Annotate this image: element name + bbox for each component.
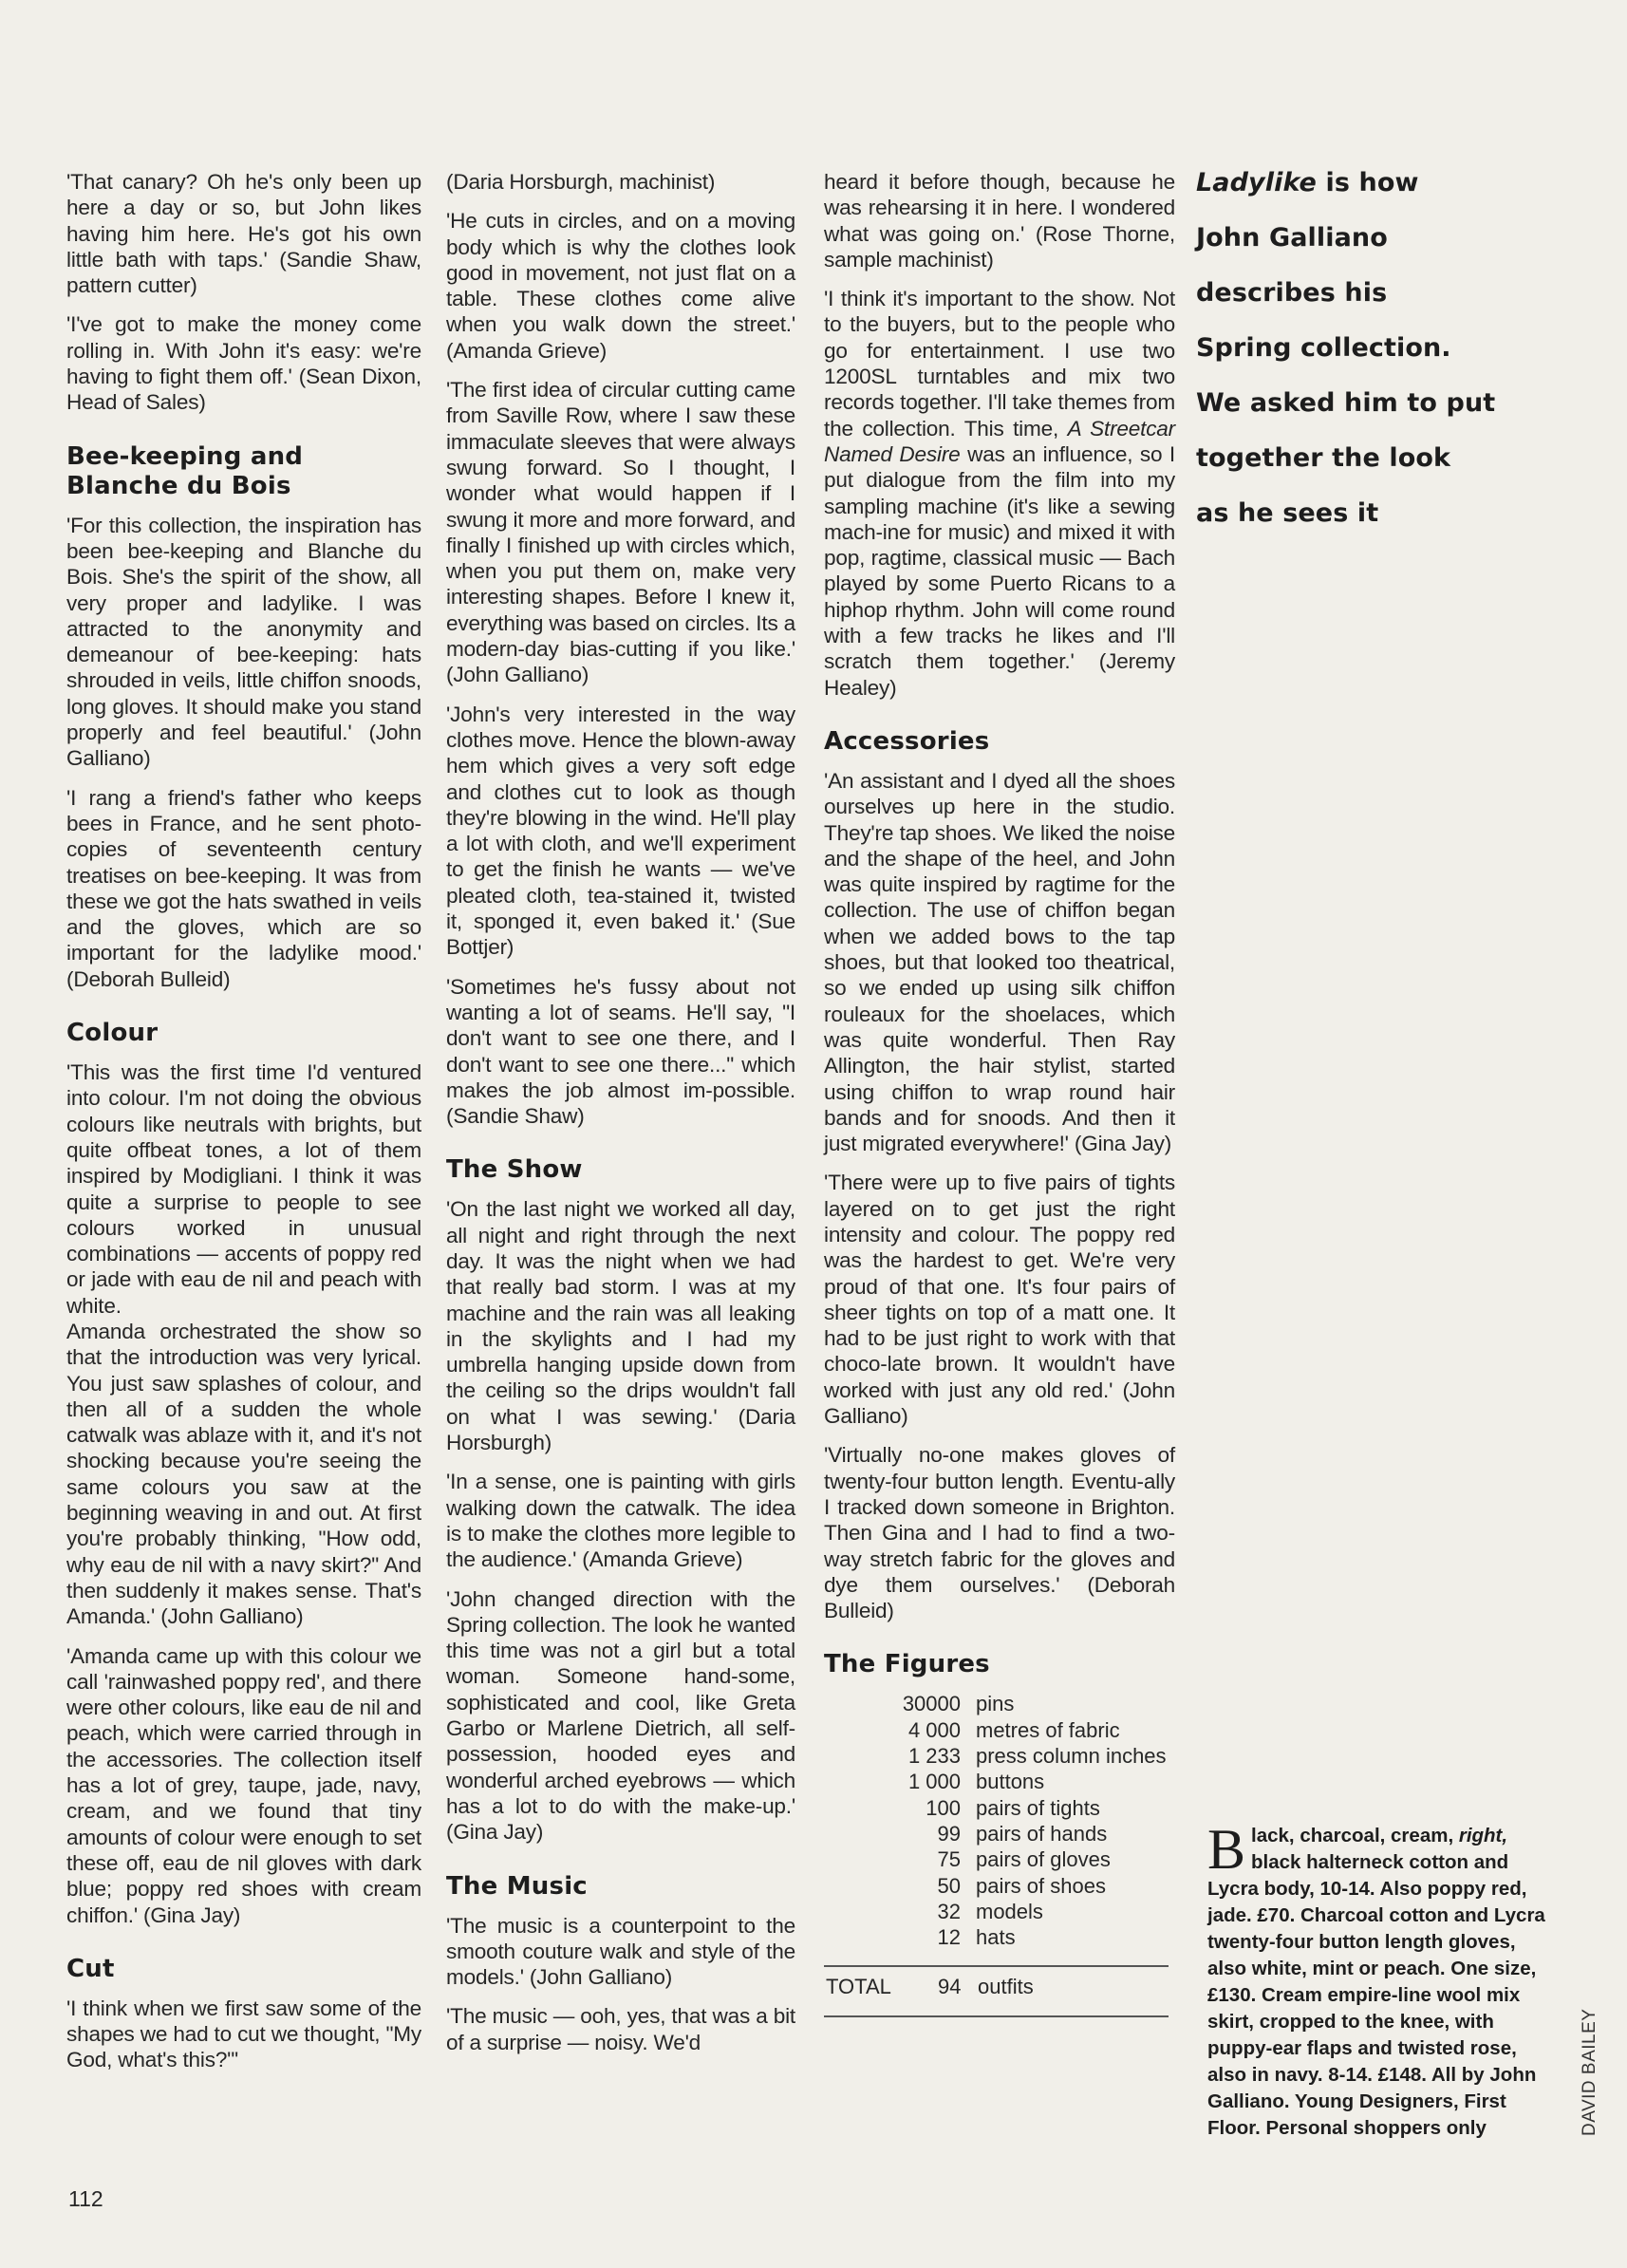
pull-quote bbox=[1196, 156, 1576, 541]
heading-colour: Colour bbox=[66, 1019, 159, 1048]
pull-emphasis: Ladylike bbox=[1196, 168, 1317, 197]
pull-line: as he sees it bbox=[1196, 498, 1379, 528]
pull-line: Spring collection. bbox=[1196, 333, 1451, 363]
figure-number: 75 bbox=[937, 1847, 961, 1872]
paragraph: 'He cuts in circles, and on a moving body which is why the clothes look good in movement, not just flat on a table. These clothes come alive when you walk down the street.' (Amanda Grieve) bbox=[446, 209, 795, 363]
paragraph: 'Sometimes he's fussy about not wanting a lot of seams. He'll say, "I don't want to see one there, and I don't want to see one there..." which makes the job almost im-possible. (Sandie Shaw) bbox=[446, 974, 795, 1129]
total-text: outfits bbox=[978, 1975, 1034, 1999]
paragraph: 'The first idea of circular cutting came from Saville Row, where I saw these immaculate sleeves that were always swung forward. So I thought, I wonder what would happen if I swung it more and more forward, and finally I finished up with circles which, when you put them on, make very interesting shapes. Before I knew it, everything was based on circles. Its a modern-day bias-cutting if you like.' (John Galliano) bbox=[446, 378, 795, 687]
heading-cut: Cut bbox=[66, 1954, 115, 1983]
figures-table bbox=[896, 1691, 1167, 1950]
figures-total bbox=[824, 1965, 1169, 2017]
figure-label: pins bbox=[976, 1692, 1015, 1716]
figure-row bbox=[896, 1899, 1167, 1924]
column-3 bbox=[824, 169, 1175, 2017]
paragraph: 'In a sense, one is painting with girls walking down the catwalk. The idea is to make the clothes more legible to the audience.' (Amanda Grieve) bbox=[446, 1470, 795, 1572]
column-1 bbox=[66, 169, 421, 2087]
drop-cap: B bbox=[1207, 1818, 1246, 1881]
figure-label: pairs of tights bbox=[976, 1795, 1100, 1820]
paragraph: 'John changed direction with the Spring collection. The look he wanted this time was not a girl but a total woman. Someone hand-some, sophisticated and cool, like Greta Garbo or Marlene Dietrich, all self-possession, hooded eyes and wonderful arched eyebrows — which has a lot to do with the make-up.' (Gina Jay) bbox=[446, 1586, 795, 1845]
figure-label: buttons bbox=[976, 1770, 1045, 1794]
figure-number: 4 000 bbox=[907, 1717, 961, 1742]
figure-label: models bbox=[976, 1899, 1043, 1923]
column-2 bbox=[446, 169, 795, 2069]
text-run: lack, charcoal, cream, bbox=[1251, 1825, 1459, 1846]
photo-caption bbox=[1207, 1818, 1555, 2142]
paragraph: 'There were up to five pairs of tights layered on to get just the right intensity and colour. The poppy red was the hardest to get. We're very proud of that one. It's four pairs of sheer tights on top of a matt one. It had to be just right to work with that choco-late brown. It wouldn't have worked with just any old red.' (John Galliano) bbox=[824, 1171, 1175, 1429]
paragraph: 'I rang a friend's father who keeps bees in France, and he sent photo-copies of seventeenth century treatises on bee-keeping. It was from these we got the hats swathed in veils and the gloves, which are so important for the ladylike mood.' (Deborah Bulleid) bbox=[66, 785, 421, 991]
paragraph: 'On the last night we worked all day, all night and right through the next day. It was the night when we had that really bad storm. I was at my machine and the rain was all leaking in the skylights and I had my umbrella hanging upside down from the ceiling so the drips wouldn't fall on what I was sewing.' (Daria Horsburgh) bbox=[446, 1197, 795, 1455]
paragraph: 'Amanda came up with this colour we call 'rainwashed poppy red', and there were other colours, like eau de nil and peach, which were carried through in the accessories. The collection itself has a lot of grey, taupe, jade, navy, cream, and we found that tiny amounts of colour were enough to set these off, eau de nil gloves with dark blue; poppy red shoes with cream chiffon.' (Gina Jay) bbox=[66, 1643, 421, 1927]
figure-row bbox=[896, 1873, 1167, 1899]
paragraph: (Daria Horsburgh, machinist) bbox=[446, 170, 716, 194]
figure-row bbox=[896, 1769, 1167, 1794]
paragraph: 'John's very interested in the way clothes move. Hence the blown-away hem which gives a very soft edge and clothes cut to look as though they're blowing in the wind. He'll play a lot with cloth, and we'll experiment to get the finish he wants — we've pleated cloth, tea-stained it, twisted it, sponged it, even baked it.' (Sue Bottjer) bbox=[446, 702, 795, 960]
paragraph bbox=[824, 286, 1175, 701]
figure-number: 100 bbox=[926, 1795, 961, 1820]
figure-number: 1 233 bbox=[907, 1744, 961, 1769]
figure-row bbox=[896, 1924, 1167, 1950]
figure-number: 50 bbox=[937, 1873, 961, 1898]
figure-row bbox=[896, 1743, 1167, 1769]
text-run: was an influence, so I put dialogue from the film into my sampling machine (it's like a sewing mach-ine for music) and mixed it with pop, ragtime, classical music — Bach played by some Puerto Ricans to a hiphop rhythm. John will come round with a few tracks he likes and I'll scratch them together.' (Jeremy Healey) bbox=[824, 441, 1175, 700]
paragraph: 'The music — ooh, yes, that was a bit of a surprise — noisy. We'd bbox=[446, 2004, 795, 2054]
paragraph: 'For this collection, the inspiration has been bee-keeping and Blanche du Bois. She's the spirit of the show, all very proper and ladylike. I was attracted to the anonymity and demeanour of bee-keeping: hats shrouded in veils, little chiffon snoods, long gloves. It should make you stand properly and feel beautiful.' (John Galliano) bbox=[66, 513, 421, 771]
heading-show: The Show bbox=[446, 1155, 583, 1185]
paragraph: 'That canary? Oh he's only been up here a day or so, but John likes having him here. He's got his own little bath with taps.' (Sandie Shaw, pattern cutter) bbox=[66, 170, 421, 298]
pull-line: describes his bbox=[1196, 278, 1388, 308]
page-number: 112 bbox=[68, 2186, 103, 2211]
paragraph: 'An assistant and I dyed all the shoes ourselves up here in the studio. They're tap shoes. We liked the noise and the shape of the heel, and John was quite inspired by ragtime for the collection. The use of chiffon began when we added bows to the tap shoes, but that looked too theatrical, so we ended up using silk chiffon rouleaux for the shoelaces, which was quite wonderful. Then Ray Allington, the hair stylist, started using chiffon to wrap round hair bands and for snoods. And then it just migrated everywhere!' (Gina Jay) bbox=[824, 768, 1175, 1156]
photo-credit: DAVID BAILEY bbox=[1580, 2008, 1599, 2136]
pull-line: John Galliano bbox=[1196, 223, 1388, 253]
heading-line: Blanche du Bois bbox=[66, 471, 291, 500]
heading-accessories: Accessories bbox=[824, 726, 990, 756]
text-run: is how bbox=[1316, 168, 1419, 197]
figure-number: 32 bbox=[937, 1899, 961, 1923]
paragraph: heard it before though, because he was rehearsing it in here. I wondered what was going on.' (Rose Thorne, sample machinist) bbox=[824, 170, 1175, 272]
heading-figures: The Figures bbox=[824, 1650, 990, 1679]
text-run: black halterneck cotton and Lycra body, 10-14. Also poppy red, jade. £70. Charcoal cotton and Lycra twenty-four button length gloves, also white, mint or peach. One size, £130. Cream empire-line wool mix skirt, cropped to the knee, with puppy-ear flaps and twisted rose, also in navy. 8-14. £148. All by John Galliano. Young Designers, First Floor. Personal shoppers only bbox=[1207, 1851, 1545, 2139]
film-title: A Streetcar Named Desire bbox=[824, 416, 1175, 466]
figure-number: 12 bbox=[937, 1925, 961, 1950]
figure-number: 1 000 bbox=[907, 1770, 961, 1794]
figure-label: hats bbox=[976, 1925, 1016, 1950]
figure-row bbox=[896, 1717, 1167, 1743]
figure-label: pairs of gloves bbox=[976, 1847, 1111, 1872]
paragraph: 'Virtually no-one makes gloves of twenty-four button length. Eventu-ally I tracked down someone in Brighton. Then Gina and I had to find a two-way stretch fabric for the gloves and dye them ourselves.' (Deborah Bulleid) bbox=[824, 1443, 1175, 1623]
pull-line: We asked him to put bbox=[1196, 388, 1496, 418]
text-run: 'I think it's important to the show. Not to the buyers, but to the people who go for entertainment. I use two 1200SL turntables and mix two records together. I'll take themes from the collection. This time, bbox=[824, 287, 1175, 440]
pull-line bbox=[1196, 156, 1576, 211]
heading-line: Bee-keeping and bbox=[66, 441, 304, 471]
figure-row bbox=[896, 1846, 1167, 1872]
paragraph: 'This was the first time I'd ventured into colour. I'm not doing the obvious colours like neutrals with brights, but quite offbeat tones, a lot of them inspired by Modigliani. I think it was quite a surprise to people to see colours worked in unusual combinations — accents of poppy red or jade with eau de nil and peach with white. bbox=[66, 1060, 421, 1318]
total-number: 94 bbox=[938, 1975, 962, 1999]
text-run: right, bbox=[1458, 1825, 1508, 1846]
paragraph: 'I think when we first saw some of the shapes we had to cut we thought, "My God, what's this?"' bbox=[66, 1996, 421, 2072]
paragraph: Amanda orchestrated the show so that the introduction was very lyrical. You just saw splashes of colour, and then all of a sudden the whole catwalk was ablaze with it, and it's not shocking because you're seeing the same colours you saw at the beginning weaving in and out. At first you're probably thinking, "How odd, why eau de nil with a navy skirt?" And then suddenly it makes sense. That's Amanda.' (John Galliano) bbox=[66, 1319, 421, 1629]
figure-row bbox=[896, 1821, 1167, 1846]
paragraph: 'I've got to make the money come rolling in. With John it's easy: we're having to fight them off.' (Sean Dixon, Head of Sales) bbox=[66, 312, 421, 415]
heading-music: The Music bbox=[446, 1871, 588, 1901]
figure-number: 30000 bbox=[902, 1692, 961, 1716]
figure-label: metres of fabric bbox=[976, 1717, 1120, 1742]
figure-row bbox=[896, 1795, 1167, 1821]
total-label: TOTAL bbox=[826, 1975, 891, 1999]
figure-row bbox=[896, 1691, 1167, 1716]
figure-number: 99 bbox=[937, 1821, 961, 1846]
pull-line: together the look bbox=[1196, 443, 1451, 473]
figure-label: pairs of shoes bbox=[976, 1873, 1106, 1898]
heading-beekeeping bbox=[66, 442, 421, 501]
figure-label: press column inches bbox=[976, 1744, 1167, 1769]
paragraph: 'The music is a counterpoint to the smooth couture walk and style of the models.' (John Galliano) bbox=[446, 1913, 795, 1990]
figure-label: pairs of hands bbox=[976, 1821, 1108, 1846]
